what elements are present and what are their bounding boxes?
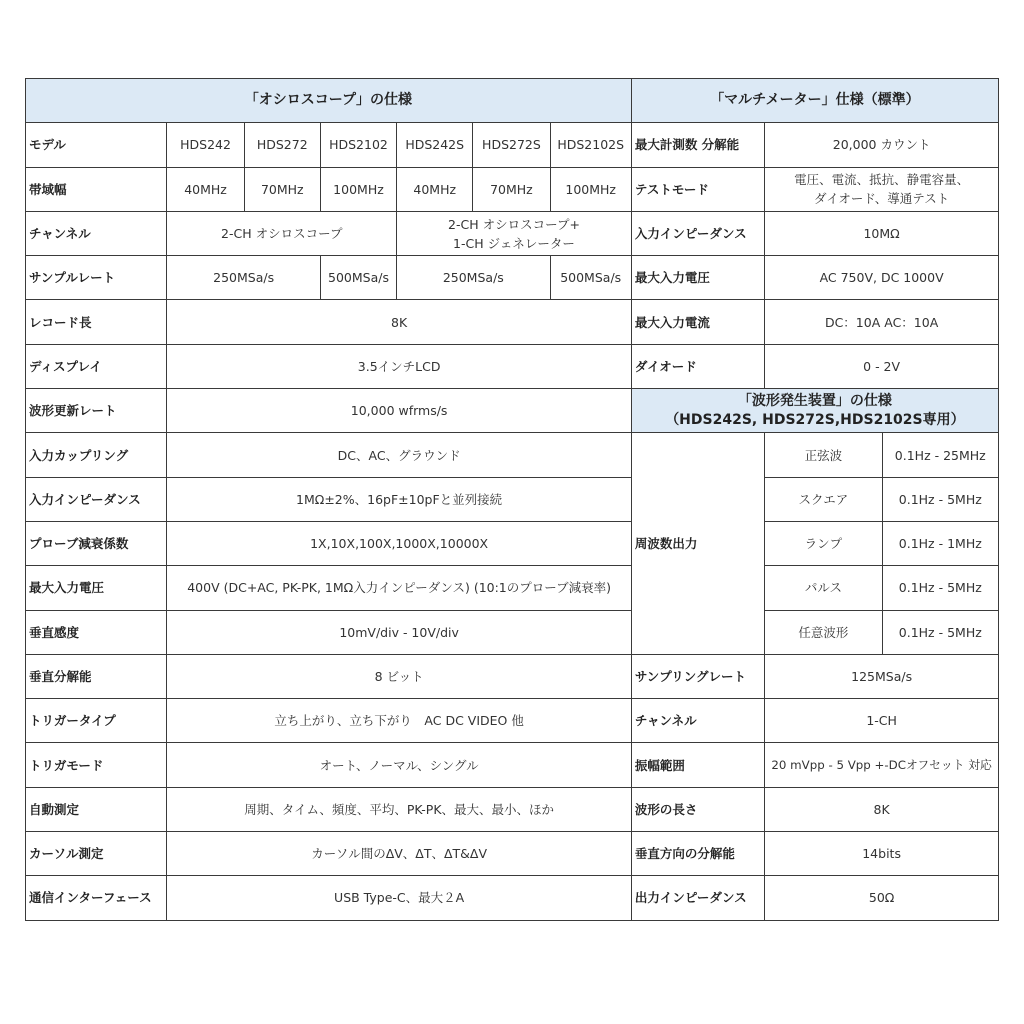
model-cell: HDS242 (167, 123, 244, 167)
wave-range: 0.1Hz - 25MHz (882, 433, 998, 477)
mm-value (765, 167, 999, 211)
gen-value: 1-CH (765, 699, 999, 743)
sample-rate-cell: 250MSa/s (167, 256, 320, 300)
osc-value: 1X,10X,100X,1000X,10000X (167, 521, 631, 565)
osc-label: ディスプレイ (26, 344, 167, 388)
mm-value: AC 750V, DC 1000V (765, 256, 999, 300)
osc-value: 400V (DC+AC, PK-PK, 1MΩ入力インピーダンス) (10:1のプローブ減衰率) (167, 566, 631, 610)
mm-value: 10MΩ (765, 211, 999, 255)
osc-label: カーソル測定 (26, 832, 167, 876)
osc-label: 入力インピーダンス (26, 477, 167, 521)
osc-value: 周期、タイム、頻度、平均、PK-PK、最大、最小、ほか (167, 787, 631, 831)
osc-value: 3.5インチLCD (167, 344, 631, 388)
sample-rate-label: サンプルレート (26, 256, 167, 300)
osc-label: 入力カップリング (26, 433, 167, 477)
bandwidth-cell: 40MHz (167, 167, 244, 211)
osc-label: トリガモード (26, 743, 167, 787)
model-cell: HDS272 (244, 123, 320, 167)
spec-table (25, 78, 999, 921)
wave-type: 任意波形 (765, 610, 882, 654)
mm-label: ダイオード (631, 344, 764, 388)
osc-value: 10mV/div - 10V/div (167, 610, 631, 654)
osc-value: カーソル間のΔV、ΔT、ΔT&ΔV (167, 832, 631, 876)
osc-value: 8K (167, 300, 631, 344)
wave-range: 0.1Hz - 5MHz (882, 610, 998, 654)
mm-label: 入力インピーダンス (631, 211, 764, 255)
wave-range: 0.1Hz - 1MHz (882, 521, 998, 565)
osc-value: 8 ビット (167, 654, 631, 698)
mm-label: 最大入力電圧 (631, 256, 764, 300)
frequency-output-label: 周波数出力 (631, 433, 764, 654)
gen-value: 14bits (765, 832, 999, 876)
gen-label: 振幅範囲 (631, 743, 764, 787)
generator-subtitle: （HDS242S, HDS272S,HDS2102S専用） (665, 411, 965, 428)
mm-value-line: ダイオード、導通テスト (813, 191, 950, 207)
wave-type: パルス (765, 566, 882, 610)
mm-value: DC：10A AC：10A (765, 300, 999, 344)
osc-value: DC、AC、グラウンド (167, 433, 631, 477)
mm-label: 最大計測数 分解能 (631, 123, 764, 167)
wave-type: スクエア (765, 477, 882, 521)
bandwidth-cell: 40MHz (397, 167, 473, 211)
sample-rate-cell: 500MSa/s (550, 256, 631, 300)
model-cell: HDS2102 (320, 123, 396, 167)
channel-line: 1-CH ジェネレーター (453, 235, 575, 251)
bandwidth-cell: 70MHz (473, 167, 550, 211)
osc-value: 立ち上がり、立ち下がり AC DC VIDEO 他 (167, 699, 631, 743)
oscilloscope-spec-header: 「オシロスコープ」の仕様 (26, 79, 632, 123)
gen-label: 波形の長さ (631, 787, 764, 831)
osc-label: 自動測定 (26, 787, 167, 831)
gen-label: サンプリングレート (631, 654, 764, 698)
channel-line: 2-CH オシロスコープ+ (448, 216, 580, 232)
gen-label: 出力インピーダンス (631, 876, 764, 920)
mm-label: 最大入力電流 (631, 300, 764, 344)
gen-value: 125MSa/s (765, 654, 999, 698)
sample-rate-cell: 250MSa/s (397, 256, 550, 300)
mm-value: 20,000 カウント (765, 123, 999, 167)
multimeter-spec-header: 「マルチメーター」仕様（標準） (631, 79, 998, 123)
generator-spec-header (631, 389, 998, 433)
osc-label: 通信インターフェース (26, 876, 167, 920)
osc-value: 1MΩ±2%、16pF±10pFと並列接続 (167, 477, 631, 521)
gen-value: 20 mVpp - 5 Vpp +-DCオフセット 対応 (765, 743, 999, 787)
wave-range: 0.1Hz - 5MHz (882, 566, 998, 610)
gen-value: 8K (765, 787, 999, 831)
wave-type: 正弦波 (765, 433, 882, 477)
osc-value: オート、ノーマル、シングル (167, 743, 631, 787)
bandwidth-cell: 100MHz (320, 167, 396, 211)
osc-label: 最大入力電圧 (26, 566, 167, 610)
osc-label: トリガータイプ (26, 699, 167, 743)
channel-cell (397, 211, 632, 255)
mm-value: 0 - 2V (765, 344, 999, 388)
osc-label: 垂直分解能 (26, 654, 167, 698)
gen-value: 50Ω (765, 876, 999, 920)
sample-rate-cell: 500MSa/s (320, 256, 396, 300)
model-cell: HDS2102S (550, 123, 631, 167)
gen-label: 垂直方向の分解能 (631, 832, 764, 876)
bandwidth-label: 帯域幅 (26, 167, 167, 211)
osc-label: プローブ減衰係数 (26, 521, 167, 565)
bandwidth-cell: 70MHz (244, 167, 320, 211)
model-cell: HDS242S (397, 123, 473, 167)
osc-value: 10,000 wfrms/s (167, 389, 631, 433)
channel-cell: 2-CH オシロスコープ (167, 211, 397, 255)
osc-label: 波形更新レート (26, 389, 167, 433)
osc-label: レコード長 (26, 300, 167, 344)
model-label: モデル (26, 123, 167, 167)
wave-range: 0.1Hz - 5MHz (882, 477, 998, 521)
mm-value-line: 電圧、電流、抵抗、静電容量、 (794, 172, 970, 188)
osc-value: USB Type-C、最大２A (167, 876, 631, 920)
model-cell: HDS272S (473, 123, 550, 167)
bandwidth-cell: 100MHz (550, 167, 631, 211)
mm-label: テストモード (631, 167, 764, 211)
wave-type: ランプ (765, 521, 882, 565)
gen-label: チャンネル (631, 699, 764, 743)
channel-label: チャンネル (26, 211, 167, 255)
osc-label: 垂直感度 (26, 610, 167, 654)
generator-title: 「波形発生装置」の仕様 (737, 392, 892, 409)
